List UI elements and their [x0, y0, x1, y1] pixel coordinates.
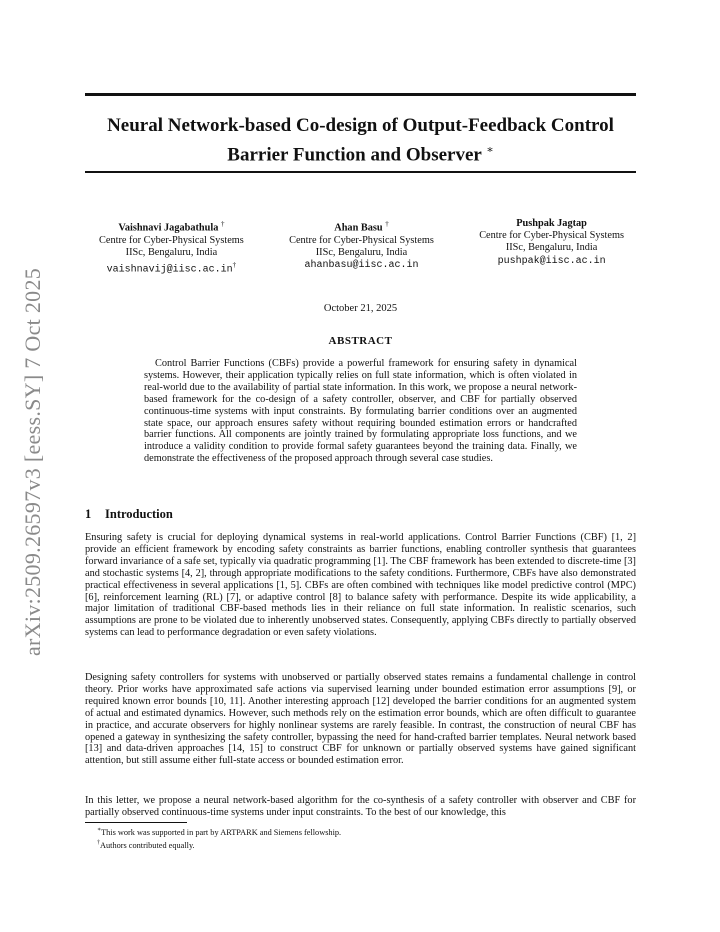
author-email[interactable]: vaishnavij@iisc.ac.in: [106, 264, 233, 276]
footnote-mark: ∗: [97, 827, 102, 833]
footnotes: [97, 825, 617, 851]
author-email[interactable]: pushpak@iisc.ac.in: [497, 255, 606, 267]
paper-title-line1: Neural Network-based Co-design of Output-Feedback Control: [107, 115, 614, 136]
section-number: 1: [85, 507, 92, 521]
abstract-text: Control Barrier Functions (CBFs) provide a powerful framework for ensuring safety in dynamical systems. However, their application typically relies on full state information, which is often violated in real-world due to the availability of partial state information. In this work, we propose a neural network-based framework for the co-design of a safety controller, observer, and CBF for partially observed continuous-time systems with input constraints. By formulating barrier conditions over an augmented state space, our approach ensures safety without requiring bounded estimation errors or handcrafted barrier functions. All components are jointly trained by formulating appropriate loss functions, and we introduce a validity condition to provide formal safety guarantees beyond the training data. Finally, we demonstrate the effectiveness of the proposed approach through several case studies.: [144, 358, 577, 465]
author-name: Vaishnavi Jagabathula: [118, 222, 219, 234]
title-rule-bottom: [85, 171, 636, 173]
author-block: [99, 218, 624, 277]
author-name: Ahan Basu: [334, 222, 383, 234]
intro-paragraph-2: Designing safety controllers for systems with unobserved or partially observed states remains a fundamental challenge in control theory. Prior works have approximated safe actions via supervised learning under bounded estimation error assumptions [9], or required known error bounds [10, 11]. Another interesting approach [12] developed the barrier conditions for an augmented system of actual and estimated dynamics. However, such methods rely on the estimation error bounds, which are often difficult to guarantee in practice, and accurate observers for highly nonlinear systems are rarely feasible. In contrast, the construction of neural CBF has opened a gateway in synthesizing the safety controller, bypassing the need for hand-crafted barrier templates. Neural network based [13] and data-driven approaches [14, 15] to construct CBF for unknown or partially observed systems have gained significant attention, but still assume either full-state access or bounded estimation error.: [85, 672, 636, 767]
author-affiliation: Centre for Cyber-Physical Systems: [289, 234, 434, 246]
arxiv-stamp: [14, 262, 52, 662]
author-email[interactable]: ahanbasu@iisc.ac.in: [304, 260, 419, 272]
abstract-heading: ABSTRACT: [328, 335, 393, 347]
paper-title-line2: Barrier Function and Observer: [227, 144, 482, 166]
footnote-text: Authors contributed equally.: [100, 840, 195, 850]
author-mark: †: [220, 220, 225, 228]
author-email-mark: †: [232, 261, 237, 270]
title-footnote-mark: ∗: [486, 144, 494, 156]
footnote-text: This work was supported in part by ARTPARK and Siemens fellowship.: [101, 827, 342, 837]
author-1: [99, 218, 244, 277]
author-name: Pushpak Jagtap: [516, 218, 587, 229]
footnote-2: [97, 838, 617, 851]
author-mark: †: [385, 220, 389, 228]
intro-paragraph-3: In this letter, we propose a neural network-based algorithm for the co-synthesis of a safety controller with observer and CBF for partially observed continuous-time systems under input constraints. To the best of our knowledge, this: [85, 795, 636, 818]
footnote-mark: †: [97, 839, 100, 846]
author-location: IISc, Bengaluru, India: [315, 246, 408, 258]
paper-date: October 21, 2025: [323, 303, 398, 314]
author-location: IISc, Bengaluru, India: [505, 242, 598, 254]
section-title: Introduction: [105, 507, 173, 521]
intro-paragraph-1: Ensuring safety is crucial for deploying dynamical systems in real-world applications. Control Barrier Functions (CBF) [1, 2] provide an efficient framework by encoding safety constraints as barrier functions, enabling controller synthesis that guarantees forward invariance of a safe set, typically via quadratic programming [1]. The CBF framework has been extended to discrete-time [3] and stochastic systems [4, 2], through appropriate modifications to the safety conditions. Furthermore, CBFs have also demonstrated practical effectiveness in several applications [1, 5]. CBFs are often combined with techniques like model predictive control (MPC) [6], reinforcement learning (RL) [7], or adaptive control [8] to balance safety with performance. Despite its wide applicability, a major limitation of traditional CBF-based methods lies in their reliance on full state information. In realistic scenarios, such assumptions are prone to be violated due to inherently unobserved states. Consequently, applying CBFs directly to partially observed systems can lead to performance degradation or even safety violations.: [85, 532, 636, 639]
footnote-1: [97, 825, 617, 838]
author-2: [289, 218, 434, 277]
author-location: IISc, Bengaluru, India: [125, 246, 218, 258]
author-affiliation: Centre for Cyber-Physical Systems: [99, 234, 244, 246]
title-rule-top: [85, 93, 636, 96]
arxiv-stamp-text: arXiv:2509.26597v3 [eess.SY] 7 Oct 2025: [20, 267, 46, 657]
author-3: [479, 218, 624, 277]
section-heading: [85, 507, 636, 522]
author-affiliation: Centre for Cyber-Physical Systems: [479, 230, 624, 242]
footnote-rule: [85, 822, 187, 823]
paper-title: [85, 113, 636, 167]
